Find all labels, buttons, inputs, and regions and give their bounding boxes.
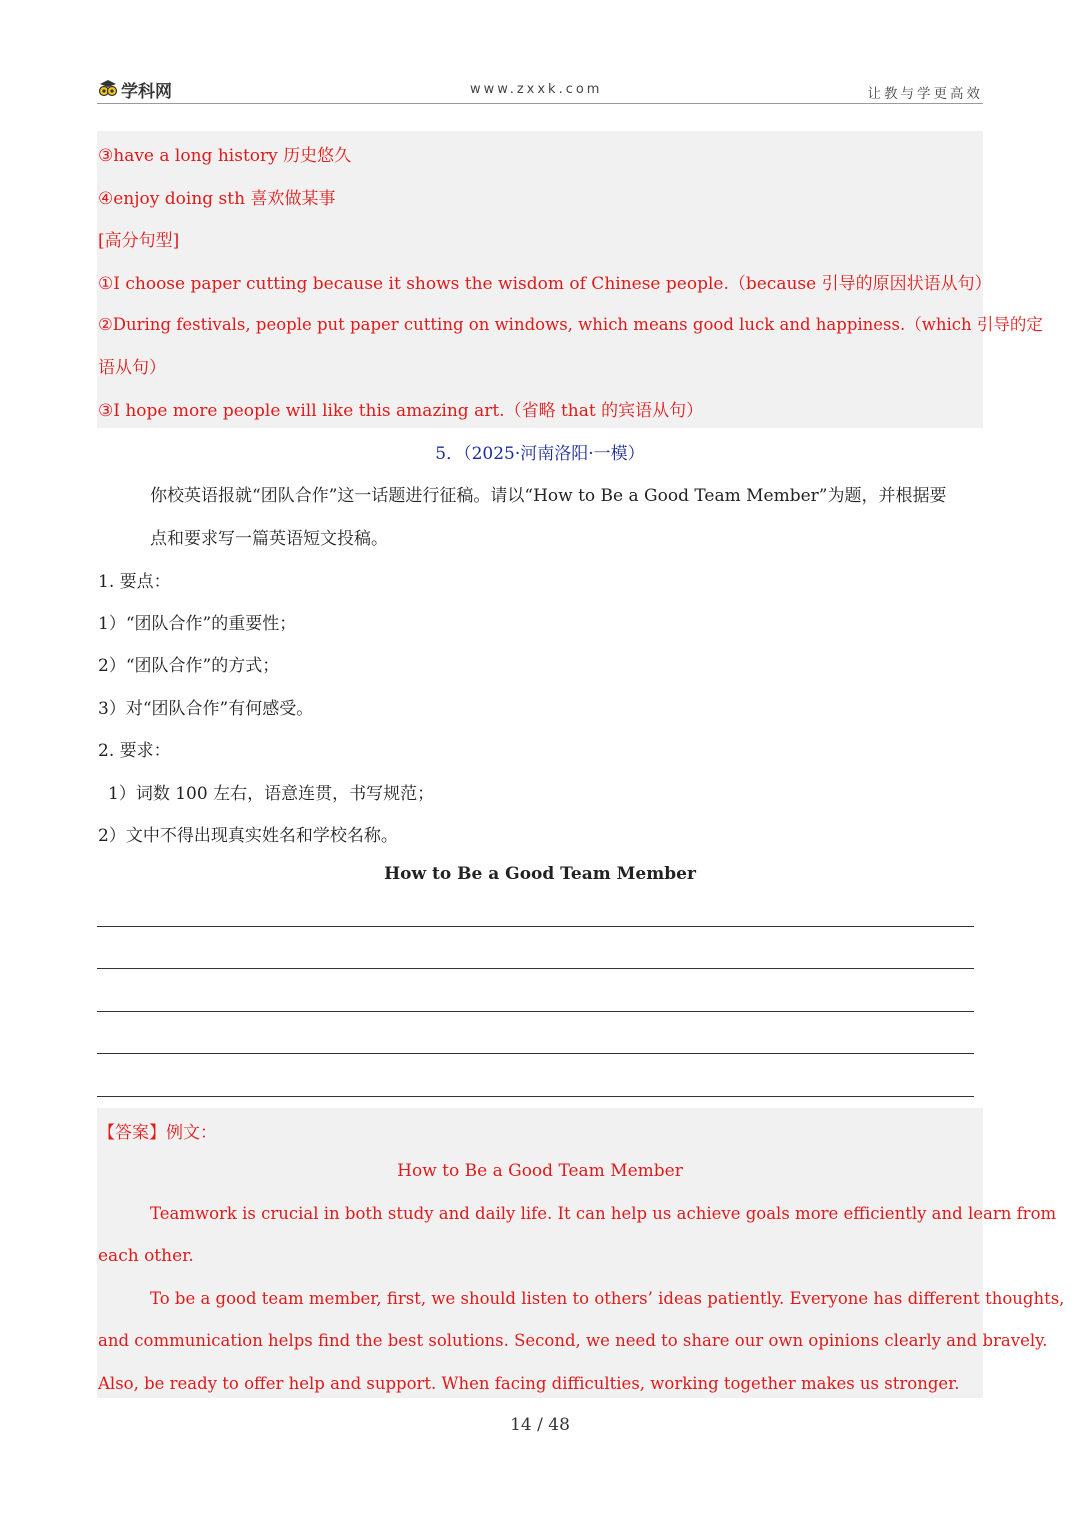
answer-label: 【答案】例文： <box>98 1123 217 1143</box>
essay-title: How to Be a Good Team Member <box>384 864 696 884</box>
point-item: 1）“团队合作”的重要性； <box>98 614 297 634</box>
sentence-section-title: [高分句型] <box>98 231 180 251</box>
logo-text: 学科网 <box>121 81 172 102</box>
question-prompt: 你校英语报就“团队合作”这一话题进行征稿。请以“How to Be a Good Team Member”为题，并根据要 <box>150 486 947 506</box>
point-item: 3）对“团队合作”有何感受。 <box>98 699 314 719</box>
question-heading: 5．（2025·河南洛阳·一模） <box>435 444 645 464</box>
answer-block <box>97 1108 983 1398</box>
page-number: 14 / 48 <box>510 1415 570 1435</box>
owl-logo-icon <box>97 78 119 100</box>
answer-line: Teamwork is crucial in both study and daily life. It can help us achieve goals more efficiently and learn from <box>150 1204 1057 1223</box>
points-title: 1. 要点： <box>98 572 171 592</box>
requirement-item: 2）文中不得出现真实姓名和学校名称。 <box>98 826 398 846</box>
requirements-title: 2. 要求： <box>98 741 171 761</box>
page-header <box>97 74 983 104</box>
answer-line: Also, be ready to offer help and support. When facing difficulties, working together makes us stronger. <box>98 1374 960 1393</box>
sentence-item: ③I hope more people will like this amazing art.（省略 that 的宾语从句） <box>98 401 704 421</box>
sentence-item: ①I choose paper cutting because it shows the wisdom of Chinese people.（because 引导的原因状语从句） <box>98 274 992 294</box>
site-url: www.zxxk.com <box>470 82 603 97</box>
point-item: 2）“团队合作”的方式； <box>98 656 280 676</box>
answer-line: each other. <box>98 1246 194 1266</box>
sentence-item: ②During festivals, people put paper cutting on windows, which means good luck and happiness.（which 引导的定 <box>98 315 1043 334</box>
writing-line[interactable] <box>97 926 974 927</box>
writing-line[interactable] <box>97 1096 974 1097</box>
answer-line: and communication helps find the best solutions. Second, we need to share our own opinions clearly and bravely. <box>98 1331 1048 1350</box>
answer-line: To be a good team member, first, we should listen to others’ ideas patiently. Everyone has different thoughts, <box>150 1289 1065 1308</box>
phrase-item: ④enjoy doing sth 喜欢做某事 <box>98 189 336 209</box>
phrase-item: ③have a long history 历史悠久 <box>98 146 352 166</box>
answer-title: How to Be a Good Team Member <box>397 1161 683 1181</box>
writing-line[interactable] <box>97 968 974 969</box>
writing-line[interactable] <box>97 1011 974 1012</box>
writing-line[interactable] <box>97 1053 974 1054</box>
sentence-item-continued: 语从句） <box>98 358 166 378</box>
question-prompt: 点和要求写一篇英语短文投稿。 <box>150 529 388 549</box>
requirement-item: 1）词数 100 左右，语意连贯，书写规范； <box>108 784 435 804</box>
header-slogan: 让教与学更高效 <box>867 86 983 102</box>
logo <box>97 76 172 102</box>
